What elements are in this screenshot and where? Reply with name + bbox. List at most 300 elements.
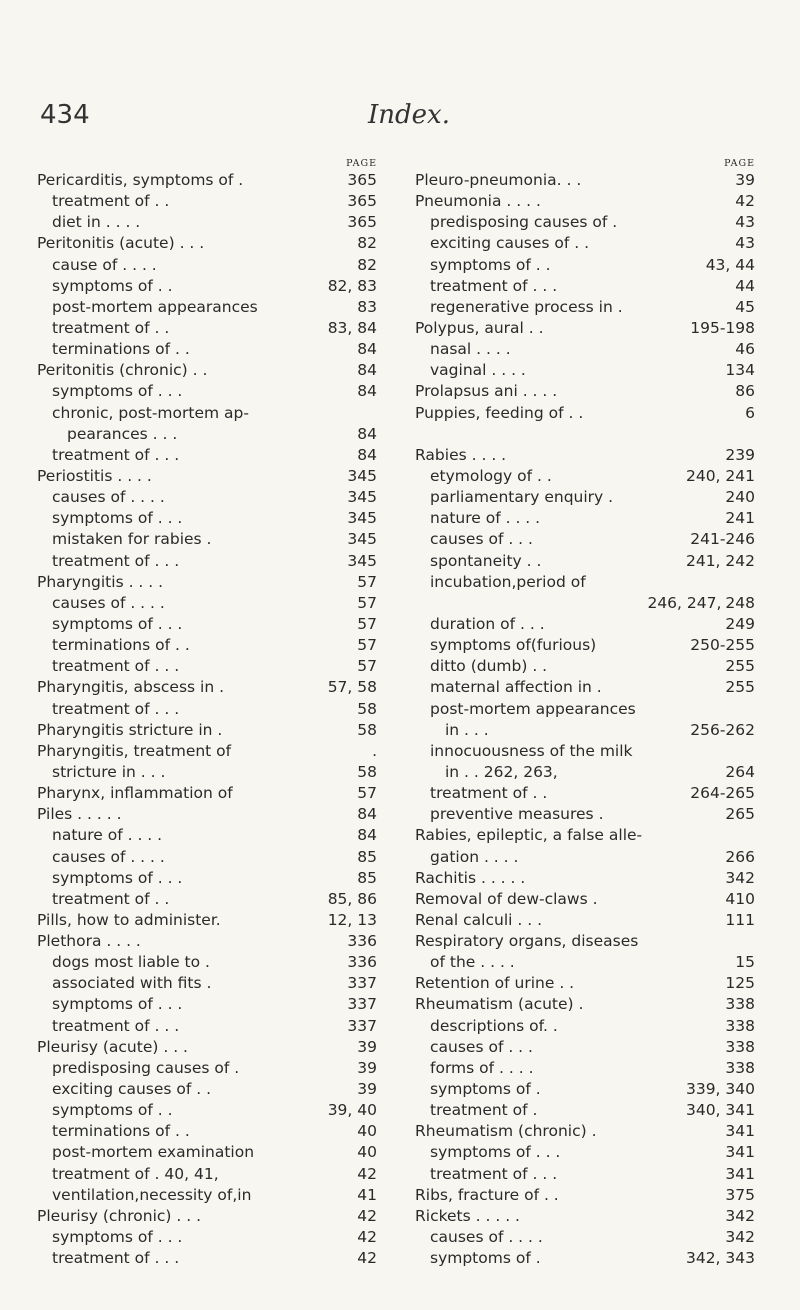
index-entry [415,551,755,572]
entry-pages: 84 [357,805,377,824]
index-entry [37,318,377,339]
index-entry [37,699,377,720]
index-entry [415,191,755,212]
entry-pages: 84 [357,826,377,845]
entry-term: causes of . . . [430,530,533,549]
entry-term: parliamentary enquiry . [430,488,614,507]
index-column-right [415,158,755,1269]
entry-pages: 241, 242 [685,551,755,570]
entry-term: treatment of . . . [52,1249,180,1268]
entry-term: treatment of . . . [52,551,180,570]
index-entry [415,825,755,846]
entry-term: Renal calculi . . . [415,910,543,929]
entry-pages: 111 [725,910,755,929]
entry-term: treatment of . . [52,318,170,337]
entry-term: descriptions of. . [430,1016,558,1035]
index-entry [37,656,377,677]
index-entry [37,1142,377,1163]
index-entry [37,635,377,656]
index-entry [37,233,377,254]
entry-pages: 336 [347,953,377,972]
index-entry [37,910,377,931]
entry-pages: 58 [357,720,377,739]
entry-term: exciting causes of . . [430,234,590,253]
entry-pages: 338 [725,1016,755,1035]
index-entry [37,952,377,973]
entry-pages: 58 [357,762,377,781]
index-entry [415,1037,755,1058]
index-entry [37,1227,377,1248]
entry-pages: 241-246 [690,530,755,549]
entry-pages: 345 [347,488,377,507]
entry-pages: 39, 40 [327,1101,377,1120]
entry-term: Rickets . . . . . [415,1206,520,1225]
index-entry [37,297,377,318]
entry-pages [751,741,755,762]
entry-term: stricture in . . . [52,762,166,781]
entry-pages: 265 [725,805,755,824]
entry-term: regenerative process in . [430,297,623,316]
entry-term: Pericarditis, symptoms of . [37,171,244,189]
index-entry [37,466,377,487]
entry-term: forms of . . . . [430,1058,534,1077]
entry-term: Rheumatism (acute) . [415,995,584,1014]
index-entry [37,1206,377,1227]
index-entry [415,741,755,762]
entry-pages: 39 [735,171,755,189]
entry-pages: 195-198 [690,318,755,337]
entry-term: duration of . . . [430,614,545,633]
entry-pages: 134 [725,361,755,380]
entry-term: gation . . . . [430,847,519,866]
entry-term: predisposing causes of . [430,213,618,232]
index-entry [37,804,377,825]
entry-pages: 45 [735,297,755,316]
entry-pages: 342 [725,1228,755,1247]
index-entry [415,699,755,720]
entry-pages: 345 [347,466,377,485]
entry-pages: 57 [357,784,377,803]
entry-term: Respiratory organs, diseases [415,932,639,951]
index-entry [415,762,755,783]
entry-term: Plethora . . . . [37,932,141,951]
entry-pages: 42 [357,1249,377,1268]
entry-term: Piles . . . . . [37,805,122,824]
index-entry [415,572,755,593]
entry-pages: 240 [725,488,755,507]
entry-pages: 40 [357,1143,377,1162]
index-entry [415,656,755,677]
entry-term: Pills, how to administer. [37,910,221,929]
entry-term: etymology of . . [430,466,552,485]
entry-pages: 57, 58 [327,678,377,697]
entry-pages: 42 [357,1228,377,1247]
entry-term: incubation,period of [430,572,586,591]
entry-pages: 82 [357,255,377,274]
index-entry [37,783,377,804]
entry-term: Removal of dew-claws . [415,889,598,908]
entry-pages: 39 [357,1080,377,1099]
entry-term: Pharyngitis, abscess in . [37,678,225,697]
entry-pages: 338 [725,1058,755,1077]
index-entry [37,1016,377,1037]
entry-term: symptoms of . [430,1249,541,1268]
index-entry [37,255,377,276]
index-entry [415,847,755,868]
entry-term: symptoms of . . . [52,1228,183,1247]
entry-term: causes of . . . . [430,1228,543,1247]
entry-pages: 339, 340 [685,1080,755,1099]
index-entry [37,212,377,233]
entry-pages: 85 [357,847,377,866]
entry-pages: 266 [725,847,755,866]
entry-term: mistaken for rabies . [52,530,212,549]
index-entry [37,1058,377,1079]
index-entry [37,1121,377,1142]
index-entry [415,487,755,508]
entry-pages [373,403,377,424]
entry-pages: 365 [347,171,377,189]
entry-pages: 85 [357,868,377,887]
entry-term: Peritonitis (chronic) . . [37,361,208,380]
index-entry [37,720,377,741]
entry-pages: 341 [725,1164,755,1183]
entry-term: symptoms of . . . [430,1143,561,1162]
entry-term: Pharyngitis stricture in . [37,720,223,739]
page-number: 434 [40,100,90,130]
entry-term: pearances . . . [67,424,178,443]
index-entry [415,445,755,466]
entry-term: treatment of . . . [430,1164,558,1183]
index-entry [37,360,377,381]
index-entry [415,1079,755,1100]
entry-pages: 40 [357,1122,377,1141]
entry-term: Retention of urine . . [415,974,575,993]
index-entry [415,1227,755,1248]
index-entry [37,339,377,360]
index-entry [415,360,755,381]
entry-term: Rachitis . . . . . [415,868,526,887]
entry-pages: 39 [357,1058,377,1077]
entry-term: post-mortem appearances [430,699,636,718]
entry-pages: 58 [357,699,377,718]
entry-term: treatment of . 40, 41, [52,1164,219,1183]
entry-term: of the . . . . [430,953,515,972]
entry-term: Prolapsus ani . . . . [415,382,558,401]
entry-term: Polypus, aural . . [415,318,544,337]
entry-pages: 83, 84 [327,318,377,337]
index-entry [37,1185,377,1206]
entry-pages: 264-265 [690,784,755,803]
entry-pages: 42 [735,192,755,211]
entry-pages: 410 [725,889,755,908]
entry-term: Pleurisy (acute) . . . [37,1037,188,1056]
entry-pages: 341 [725,1122,755,1141]
index-entry [37,825,377,846]
index-entry [37,1164,377,1185]
entry-pages [751,825,755,846]
index-entry [37,572,377,593]
entry-pages: 125 [725,974,755,993]
entry-term: causes of . . . . [52,847,165,866]
entry-term: symptoms of . . . [52,995,183,1014]
entry-term: nature of . . . . [52,826,163,845]
entry-term: Pleuro-pneumonia. . . [415,171,582,189]
entry-pages: 342 [725,868,755,887]
entry-pages: 340, 341 [685,1101,755,1120]
entry-term: symptoms of . . . [52,382,183,401]
entry-pages: 345 [347,530,377,549]
entry-term: causes of . . . . [52,488,165,507]
entry-term: treatment of . . . [52,657,180,676]
entry-term: Rabies, epileptic, a false alle- [415,826,643,845]
entry-pages: 241 [725,509,755,528]
entry-term: vaginal . . . . [430,361,526,380]
entry-term: treatment of . . . [52,445,180,464]
entry-pages: 42 [357,1206,377,1225]
entry-pages: 57 [357,636,377,655]
entry-term: Rheumatism (chronic) . [415,1122,597,1141]
entry-term: ditto (dumb) . . [430,657,548,676]
entry-term: Pharyngitis . . . . [37,572,164,591]
index-entry [415,170,755,191]
entry-term: nasal . . . . [430,340,511,359]
entry-term: Pneumonia . . . . [415,192,541,211]
index-entry [415,255,755,276]
entry-term: Periostitis . . . . [37,466,152,485]
entry-term: cause of . . . . [52,255,157,274]
entry-pages: 342, 343 [685,1249,755,1268]
index-entry [415,318,755,339]
entry-term: ventilation,necessity of,in [52,1185,252,1204]
entry-term: symptoms of . . . [52,614,183,633]
entry-pages: 375 [725,1185,755,1204]
entry-term: Peritonitis (acute) . . . [37,234,205,253]
entry-term: spontaneity . . [430,551,542,570]
index-entry [415,889,755,910]
index-entry [415,233,755,254]
index-entry [415,1121,755,1142]
entry-term: terminations of . . [52,636,190,655]
index-entry [37,889,377,910]
entry-term: symptoms of . [430,1080,541,1099]
entry-pages [751,572,755,593]
entry-term: maternal affection in . [430,678,602,697]
index-entry [415,508,755,529]
entry-pages: 239 [725,445,755,464]
index-entry [415,529,755,550]
entry-term: in . . . [445,720,489,739]
index-entry [415,1142,755,1163]
entry-term: nature of . . . . [430,509,541,528]
index-entry [37,445,377,466]
index-entry [415,403,755,424]
entry-term: causes of . . . . [52,593,165,612]
index-entry [37,1248,377,1269]
index-entry [37,677,377,698]
index-entry [415,783,755,804]
index-entry [37,762,377,783]
entry-term: symptoms of . . [52,1101,173,1120]
entry-pages: 255 [725,657,755,676]
entry-term: treatment of . . . [52,1016,180,1035]
index-entry [415,276,755,297]
entry-term: chronic, post-mortem ap- [52,403,249,422]
entry-term: associated with fits . [52,974,212,993]
entry-pages: 44 [735,276,755,295]
entry-term: symptoms of . . . [52,509,183,528]
index-entry [37,593,377,614]
index-entry [415,1185,755,1206]
entry-pages: 57 [357,657,377,676]
entry-pages: 43 [735,234,755,253]
index-entry [415,1016,755,1037]
index-entry [37,614,377,635]
entry-term: dogs most liable to . [52,953,210,972]
index-entry [415,339,755,360]
entry-term: Ribs, fracture of . . [415,1185,559,1204]
entry-pages: 256-262 [690,720,755,739]
entry-term: treatment of . . [52,192,170,211]
entry-term: treatment of . . [52,889,170,908]
index-entry [37,381,377,402]
entry-term: exciting causes of . . [52,1080,212,1099]
entry-pages: 83 [357,297,377,316]
entry-term: symptoms of(furious) [430,636,597,655]
index-entry [415,1058,755,1079]
entry-pages [751,931,755,952]
entry-pages: 342 [725,1206,755,1225]
index-entry [415,466,755,487]
entry-pages: 15 [735,953,755,972]
entry-term: terminations of . . [52,1122,190,1141]
index-entry [37,508,377,529]
entry-pages: 337 [347,974,377,993]
entry-pages: 338 [725,1037,755,1056]
entry-term: Pleurisy (chronic) . . . [37,1206,202,1225]
entry-term: Pharyngitis, treatment of [37,741,232,760]
index-entry [415,952,755,973]
index-entry [37,1037,377,1058]
index-entry [415,424,755,445]
entry-pages: 365 [347,192,377,211]
entry-term: treatment of . . . [430,276,558,295]
index-entry [415,973,755,994]
entry-pages: 57 [357,614,377,633]
entry-term: treatment of . . . [52,699,180,718]
entry-pages: 43 [735,213,755,232]
index-entry [415,593,755,614]
entry-pages: 84 [357,424,377,443]
index-entry [415,677,755,698]
index-entry [37,994,377,1015]
index-entry [37,424,377,445]
index-entry [415,1248,755,1269]
index-entry [415,1206,755,1227]
index-entries [415,170,755,1269]
index-entry [415,297,755,318]
index-column-left [37,158,377,1269]
index-entry [37,487,377,508]
entry-pages: 57 [357,593,377,612]
entry-term: 246, 247, [647,593,722,612]
index-entry [415,910,755,931]
index-entry [415,614,755,635]
index-entry [37,1079,377,1100]
entry-pages: 264 [725,762,755,781]
index-entry [415,1100,755,1121]
page-column-label: PAGE [346,158,377,169]
page-column-label: PAGE [724,158,755,169]
entry-pages: 82, 83 [327,276,377,295]
entry-term: symptoms of . . . [52,868,183,887]
entry-term: Rabies . . . . [415,445,507,464]
entry-pages: 46 [735,340,755,359]
entry-pages: 41 [357,1185,377,1204]
entry-pages: 42 [357,1164,377,1183]
index-entry [37,170,377,191]
entry-pages: 86 [735,382,755,401]
entry-pages: 82 [357,234,377,253]
index-entry [415,994,755,1015]
index-entry [37,403,377,424]
entry-term: symptoms of . . [52,276,173,295]
entry-pages: 84 [357,361,377,380]
entry-term: post-mortem examination [52,1143,255,1162]
entry-term: predisposing causes of . [52,1058,240,1077]
entry-term: symptoms of . . [430,255,551,274]
entry-term: Puppies, feeding of . . [415,403,584,422]
entry-term: treatment of . . [430,784,548,803]
entry-pages: 85, 86 [327,889,377,908]
index-entry [415,931,755,952]
entry-pages: 345 [347,509,377,528]
index-entries [37,170,377,1269]
entry-pages [751,699,755,720]
entry-pages: 12, 13 [327,910,377,929]
entry-pages: 84 [357,445,377,464]
entry-pages: 338 [725,995,755,1014]
index-entry [415,868,755,889]
entry-pages: 39 [357,1037,377,1056]
entry-pages: 345 [347,551,377,570]
entry-term: Pharynx, inflammation of [37,784,233,803]
entry-pages: 249 [725,614,755,633]
entry-pages: 6 [745,403,755,422]
entry-term: treatment of . [430,1101,538,1120]
entry-pages: 341 [725,1143,755,1162]
index-entry [37,276,377,297]
index-entry [415,720,755,741]
index-entry [415,381,755,402]
index-entry [37,868,377,889]
index-entry [37,847,377,868]
entry-pages: 365 [347,213,377,232]
index-entry [415,804,755,825]
index-entry [415,1164,755,1185]
entry-pages: 255 [725,678,755,697]
entry-term: causes of . . . [430,1037,533,1056]
entry-term: preventive measures . [430,805,604,824]
index-entry [415,635,755,656]
running-title: Index. [368,100,450,130]
entry-pages: 337 [347,1016,377,1035]
index-entry [37,973,377,994]
entry-pages: . [372,741,377,760]
entry-term: terminations of . . [52,340,190,359]
index-entry [37,741,377,762]
entry-pages: 84 [357,382,377,401]
